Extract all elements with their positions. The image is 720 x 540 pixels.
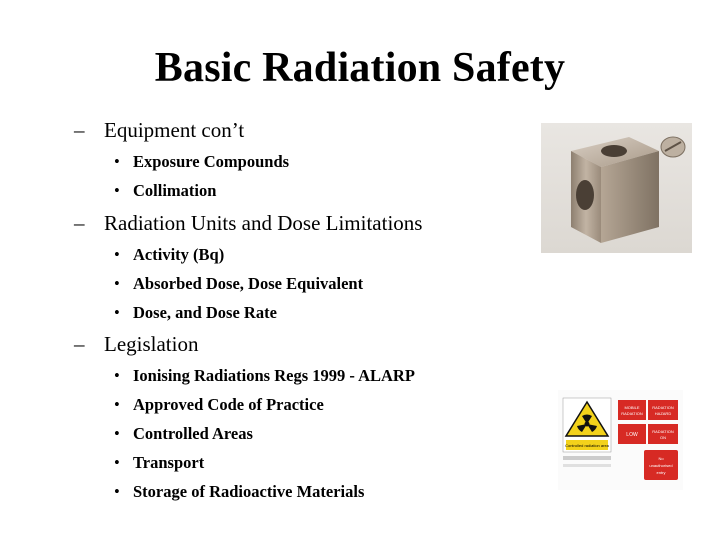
section-legislation <box>74 332 198 357</box>
sign-label: ON <box>660 435 666 440</box>
bullet-text: Absorbed Dose, Dose Equivalent <box>133 274 364 293</box>
sign-label: MOBILE <box>624 405 640 410</box>
bullet-text: Transport <box>133 453 205 472</box>
slide-title: Basic Radiation Safety <box>154 45 566 91</box>
bullet-dot: • <box>114 366 120 385</box>
bullet-item <box>114 453 204 473</box>
collimator-illustration <box>541 123 692 253</box>
bullet-dot: • <box>114 245 120 264</box>
bullet-dot: • <box>114 274 120 293</box>
bullet-text: Controlled Areas <box>133 424 253 443</box>
bullet-text: Exposure Compounds <box>133 152 290 171</box>
bullet-text: Collimation <box>133 181 217 200</box>
bullet-item <box>114 181 216 201</box>
bullet-item <box>114 245 224 265</box>
sign-label: RADIATION <box>621 411 643 416</box>
sign-label: unauthorised <box>649 463 673 468</box>
radiation-signs-illustration <box>558 390 683 490</box>
section-heading: Radiation Units and Dose Limitations <box>104 211 423 235</box>
sign-label: entry <box>656 470 666 475</box>
bullet-item <box>114 482 364 502</box>
radiation-signs-photo <box>558 390 683 490</box>
sign-label: HAZARD <box>654 411 672 416</box>
section-radiation-units <box>74 211 422 236</box>
bullet-text: Approved Code of Practice <box>133 395 324 414</box>
bullet-text: Activity (Bq) <box>133 245 225 264</box>
bullet-dot: • <box>114 453 120 472</box>
collimator-photo <box>541 123 692 253</box>
bullet-item <box>114 366 415 386</box>
bullet-dot: • <box>114 395 120 414</box>
bullet-item <box>114 303 277 323</box>
bullet-text: Storage of Radioactive Materials <box>133 482 365 501</box>
bullet-item <box>114 395 324 415</box>
section-dash: – <box>74 211 85 235</box>
sign-label: RADIATION <box>652 429 674 434</box>
section-dash: – <box>74 332 85 356</box>
sign-label: No <box>658 456 664 461</box>
bullet-dot: • <box>114 181 120 200</box>
section-heading: Legislation <box>104 332 199 356</box>
bullet-item <box>114 152 289 172</box>
section-dash: – <box>74 118 85 142</box>
bullet-dot: • <box>114 152 120 171</box>
bullet-item <box>114 274 363 294</box>
bullet-text: Dose, and Dose Rate <box>133 303 277 322</box>
bullet-text: Ionising Radiations Regs 1999 - ALARP <box>133 366 415 385</box>
bullet-item <box>114 424 253 444</box>
sign-label: RADIATION <box>652 405 674 410</box>
bullet-dot: • <box>114 482 120 501</box>
section-equipment <box>74 118 244 143</box>
section-heading: Equipment con’t <box>104 118 245 142</box>
bullet-dot: • <box>114 424 120 443</box>
bullet-dot: • <box>114 303 120 322</box>
sign-label: LOW <box>626 432 638 438</box>
sign-label: Controlled radiation area <box>565 443 609 448</box>
